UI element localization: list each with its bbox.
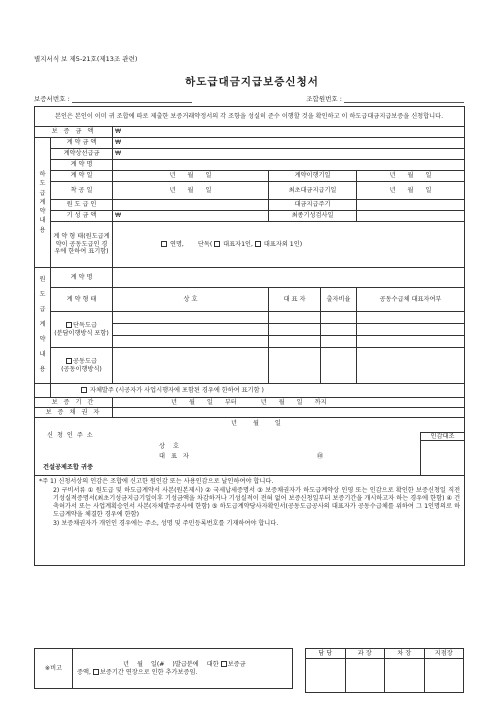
prepayment-label: 계약상선급금 xyxy=(51,149,113,160)
approval-sign-manager[interactable] xyxy=(345,659,385,693)
note-1: *주 1) 신청서상의 인감은 조합에 신고한 원인감 또는 사용인감으로 날인하여야 합니다. xyxy=(39,478,274,485)
remarks-label: ※비고 xyxy=(35,649,73,689)
contract-date-label: 계 약 일 xyxy=(51,171,113,182)
member-number-label: 조합원번호 : xyxy=(306,95,342,103)
first-payment-label: 최초대금지급기일 xyxy=(269,182,357,200)
single-contract-checkbox[interactable] xyxy=(66,322,72,328)
guarantee-number-line xyxy=(72,95,192,103)
prepayment-field[interactable] xyxy=(113,149,465,160)
joint-rep-cell[interactable] xyxy=(357,336,465,348)
joint-option-label: 연명, xyxy=(169,240,184,248)
approval-col-staff: 담 당 xyxy=(306,649,346,659)
share-header: 출자비율 xyxy=(321,288,357,312)
won-sign: ₩ xyxy=(115,150,122,158)
progress-amount-field[interactable] xyxy=(113,211,269,222)
member-number-line xyxy=(344,95,464,103)
period-to: 년 월 일 까지 xyxy=(260,398,327,406)
approval-col-deputy: 차 장 xyxy=(385,649,425,659)
contract-date-field[interactable]: 년 월 일 xyxy=(113,171,269,182)
subcontract-side-label: 하도급계약내용 xyxy=(35,138,51,268)
remarks-table xyxy=(34,648,293,689)
guarantee-creditor-label: 보 증 채 권 자 xyxy=(35,408,113,418)
application-date: 년 월 일 xyxy=(231,420,281,427)
final-progress-date-field[interactable] xyxy=(357,211,465,222)
contract-name-field[interactable] xyxy=(113,160,465,171)
won-sign: ₩ xyxy=(115,139,122,147)
original-contract-name-label: 계 약 명 xyxy=(51,268,113,288)
guarantee-number-field[interactable] xyxy=(34,95,192,105)
contract-form-label: 계 약 형 태(원도급계약이 공동도급인 경우에 한하여 표기함) xyxy=(51,222,113,268)
guarantee-amount-field[interactable] xyxy=(113,127,465,138)
contract-form-options xyxy=(113,222,465,268)
payment-cycle-field[interactable] xyxy=(357,200,465,211)
approval-col-branch: 지점장 xyxy=(424,649,464,659)
intro-statement: 본인은 본인이 이미 귀 조합에 따로 제출한 보증거래약정서의 각 조항을 성실히 준수 이행할 것을 확인하고 이 하도급대금지급보증을 신청합니다. xyxy=(35,107,465,127)
applicant-section xyxy=(35,418,465,476)
notes-section xyxy=(35,476,465,566)
self-order-label: 자체발주 (시공자가 사업시행자에 포함된 경우에 한하여 표기함 ) xyxy=(89,386,264,394)
applicant-rep-label: 대 표 자 xyxy=(159,453,191,460)
original-client-label: 원 도 급 인 xyxy=(51,200,113,211)
performance-deadline-field[interactable]: 년 월 일 xyxy=(357,171,465,182)
self-order-checkbox[interactable] xyxy=(81,387,87,393)
note-3: 3) 보증채권자가 개인인 경우에는 주소, 성명 및 주민등록번호를 기재하여야 합니다. xyxy=(53,519,279,527)
form-number: 별지서식 보 제5-21호(제13조 관련) xyxy=(34,55,138,63)
extension-checkbox[interactable] xyxy=(93,669,99,675)
company-cell[interactable] xyxy=(113,324,269,336)
share-cell[interactable] xyxy=(321,336,357,348)
original-contract-name-field[interactable] xyxy=(113,268,465,288)
approval-sign-staff[interactable] xyxy=(306,659,346,693)
representative-cell[interactable] xyxy=(269,312,321,324)
self-order-option xyxy=(51,384,465,398)
applicant-company-label: 상 호 xyxy=(159,443,182,450)
performance-deadline-label: 계약이행기일 xyxy=(269,171,357,182)
applicant-address-label: 신 청 인 주 소 xyxy=(47,432,94,439)
company-cell[interactable] xyxy=(113,348,269,384)
guarantee-number-label: 보증서번호 : xyxy=(34,95,70,103)
increase-label: 보증금 xyxy=(227,660,246,668)
payment-cycle-label: 대금지급주기 xyxy=(269,200,357,211)
joint-rep-header: 공동수급체 대표자여부 xyxy=(357,288,465,312)
guarantee-creditor-field[interactable] xyxy=(113,408,465,418)
share-cell[interactable] xyxy=(321,312,357,324)
share-cell[interactable] xyxy=(321,348,357,384)
remarks-line2: 증액, xyxy=(77,668,91,676)
approval-table xyxy=(305,648,464,693)
representative-cell[interactable] xyxy=(269,324,321,336)
addressee: 건설공제조합 귀중 xyxy=(43,464,93,471)
company-header: 상 호 xyxy=(113,288,269,312)
rep-1-label: 대표자1인, xyxy=(223,240,253,248)
single-contract-sub: (분담이행방식 포함) xyxy=(54,329,109,337)
guarantee-amount-label: 보 증 금 액 xyxy=(35,127,113,138)
original-side-label: 원도급계약내용 xyxy=(35,268,51,384)
first-payment-field[interactable]: 년 월 일 xyxy=(357,182,465,200)
rep-n-label: 대표자외 1인) xyxy=(263,240,303,248)
approval-sign-deputy[interactable] xyxy=(385,659,425,693)
approval-sign-branch[interactable] xyxy=(424,659,464,693)
rep-1-checkbox[interactable] xyxy=(214,241,220,247)
increase-checkbox[interactable] xyxy=(221,661,227,667)
joint-rep-cell[interactable] xyxy=(357,312,465,324)
joint-contract-label: 공동도급 xyxy=(73,357,97,365)
joint-contract-option xyxy=(51,348,113,384)
share-cell[interactable] xyxy=(321,324,357,336)
joint-contract-sub: (공동이행방식) xyxy=(61,365,102,373)
contract-name-label: 계 약 명 xyxy=(51,160,113,171)
main-form-table xyxy=(34,106,465,566)
guarantee-period-field[interactable] xyxy=(113,398,465,408)
start-date-label: 착 공 일 xyxy=(51,182,113,200)
representative-cell[interactable] xyxy=(269,348,321,384)
seal-check-box[interactable] xyxy=(420,432,464,476)
joint-contract-checkbox[interactable] xyxy=(66,358,72,364)
form-title: 하도급대금지급보증신청서 xyxy=(185,76,319,88)
company-cell[interactable] xyxy=(113,336,269,348)
meta-row xyxy=(34,95,464,105)
period-from: 년 월 일 부터 xyxy=(171,398,237,406)
note-2: 2) 구비서류 ① 원도급 및 하도급계약서 사본(원본제시) ② 국세납세증명서 ③ 보증채권자가 하도급계약상 인영 또는 인감으로 확인한 보증신청일 직전 기성실적증명서(최초기성금지급기일이후 기성금액을 차감하거나 기성실적이 전혀 없어 보증신청일부터 보증기간을 개시하고자 하는 경우에 한함) ④ 건축허가서 또는 사업계획승인서 사본(자체발주공사에 한함) ⑤ 하도급계약당사자확인서(공동도급공사의 대표자가 공동수급체를 위하여 그 1인명의로 하도급계약을 체결한 경우에 한함) xyxy=(53,487,461,518)
remarks-line1: 년 월 일(# )발급분에 대한 xyxy=(123,660,219,668)
original-client-field[interactable] xyxy=(113,200,269,211)
representative-cell[interactable] xyxy=(269,336,321,348)
remarks-content xyxy=(73,649,293,689)
guarantee-period-label: 보 증 기 간 xyxy=(35,398,113,408)
company-cell[interactable] xyxy=(113,312,269,324)
joint-rep-cell[interactable] xyxy=(357,348,465,384)
progress-amount-label: 기 성 금 액 xyxy=(51,211,113,222)
contract-amount-label: 계 약 금 액 xyxy=(51,138,113,149)
final-progress-date-label: 최종기성검사일 xyxy=(269,211,357,222)
seal-check-label: 인감대조 xyxy=(421,432,464,441)
single-contract-option xyxy=(51,312,113,348)
start-date-field[interactable]: 년 월 일 xyxy=(113,182,269,200)
rep-n-checkbox[interactable] xyxy=(255,241,261,247)
seal-mark: ㊞ xyxy=(317,453,324,460)
single-option-label: 단독( xyxy=(197,240,213,248)
approval-col-manager: 과 장 xyxy=(345,649,385,659)
contract-amount-field[interactable] xyxy=(113,138,465,149)
joint-rep-cell[interactable] xyxy=(357,324,465,336)
member-number-field[interactable] xyxy=(306,95,464,105)
extension-label: 보증기간 연장으로 인한 추가보증임. xyxy=(99,668,198,676)
won-sign: ₩ xyxy=(115,128,122,136)
single-contract-label: 단독도급 xyxy=(73,321,97,329)
contract-form-header: 계 약 형 태 xyxy=(51,288,113,312)
won-sign: ₩ xyxy=(115,212,122,220)
joint-checkbox[interactable] xyxy=(161,241,167,247)
representative-header: 대 표 자 xyxy=(269,288,321,312)
